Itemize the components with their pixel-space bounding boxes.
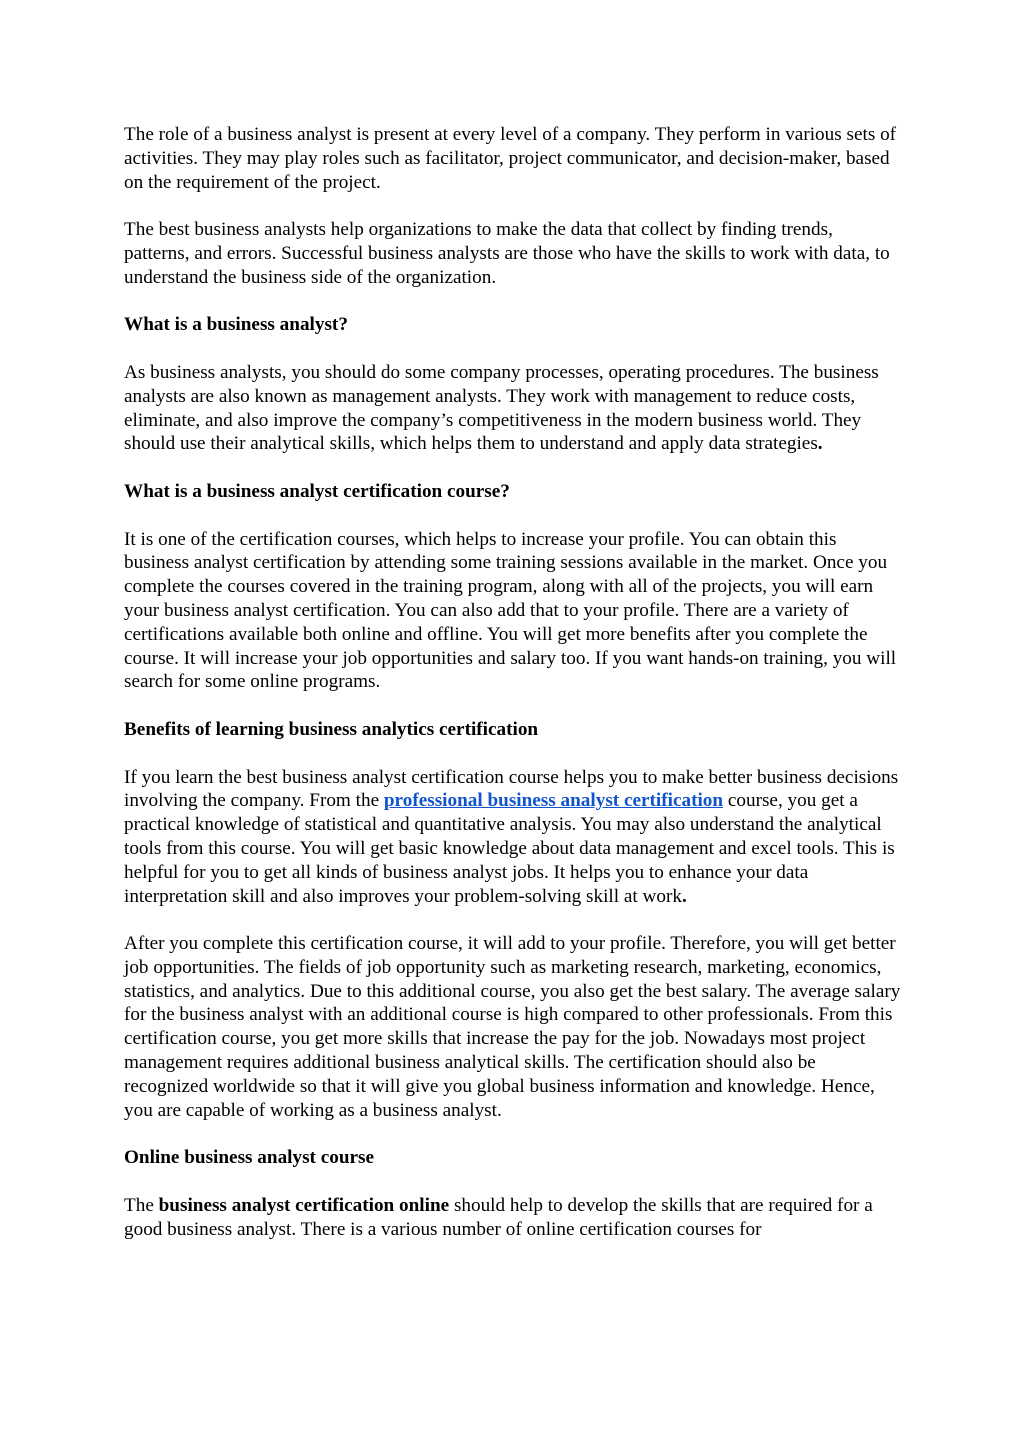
paragraph-benefits xyxy=(124,766,902,909)
paragraph-best-analysts xyxy=(124,218,902,289)
paragraph-text: The xyxy=(124,1194,159,1216)
paragraph-certification-description xyxy=(124,528,902,695)
paragraph-analyst-description xyxy=(124,361,902,456)
paragraph-role-of-analyst xyxy=(124,123,902,194)
paragraph-text: It is one of the certification courses, which helps to increase your profile. You can obtain this business analyst certification by attending some training sessions available in the market. Once you complete the courses covered in the training program, along with all of the projects, you will earn your business analyst certification. You can also add that to your profile. There are a variety of certifications available both online and offline. You will get more benefits after you complete the course. It will increase your job opportunities and salary too. If you want hands-on training, you will search for some online programs. xyxy=(124,528,897,693)
paragraph-text: should help to develop the skills that are required for a good business analyst. There is a various number of online certification courses for xyxy=(124,1194,873,1240)
heading-online-course: Online business analyst course xyxy=(124,1147,375,1169)
paragraph-text: If you learn the best business analyst certification course helps you to make better business decisions involving the company. From the xyxy=(124,766,899,812)
paragraph-text: The best business analysts help organizations to make the data that collect by finding trends, patterns, and errors. Successful business analysts are those who have the skills to work with data, to understand the business side of the organization. xyxy=(124,219,890,288)
paragraph-text: After you complete this certification course, it will add to your profile. Therefore, you will get better job opportunities. The fields of job opportunity such as marketing research, marketing, economics, statistics, and analytics. Due to this additional course, you also get the best salary. The average salary for the business analyst with an additional course is high compared to other professionals. From this certification course, you get more skills that increase the pay for the job. Nowadays most project management requires additional business analytical skills. The certification should also be recognized worldwide so that it will give you global business information and knowledge. Hence, you are capable of working as a business analyst. xyxy=(124,933,901,1121)
paragraph-after-certification xyxy=(124,932,902,1122)
document-body xyxy=(124,123,902,1265)
bold-period: . xyxy=(817,433,823,455)
heading-benefits: Benefits of learning business analytics certification xyxy=(124,718,539,740)
bold-phrase: business analyst certification online xyxy=(158,1194,450,1216)
heading-what-is-business-analyst: What is a business analyst? xyxy=(124,314,348,336)
heading-certification-course: What is a business analyst certification course? xyxy=(124,480,510,502)
paragraph-text: The role of a business analyst is present at every level of a company. They perform in various sets of activities. They may play roles such as facilitator, project communicator, and decision-maker, based on the requirement of the project. xyxy=(124,124,897,193)
paragraph-text: course, you get a practical knowledge of statistical and quantitative analysis. You may also understand the analytical tools from this course. You will get basic knowledge about data management and excel tools. This is helpful for you to get all kinds of business analyst jobs. It helps you to enhance your data interpretation skill and also improves your problem-solving skill at work xyxy=(124,790,895,907)
professional-certification-link[interactable]: professional business analyst certification xyxy=(383,790,724,812)
paragraph-online-course xyxy=(124,1194,902,1242)
bold-period: . xyxy=(681,885,687,907)
paragraph-text: As business analysts, you should do some company processes, operating procedures. The business analysts are also known as management analysts. They work with management to reduce costs, eliminate, and also improve the company’s competitiveness in the modern business world. They should use their analytical skills, which helps them to understand and apply data strategies xyxy=(124,361,879,455)
